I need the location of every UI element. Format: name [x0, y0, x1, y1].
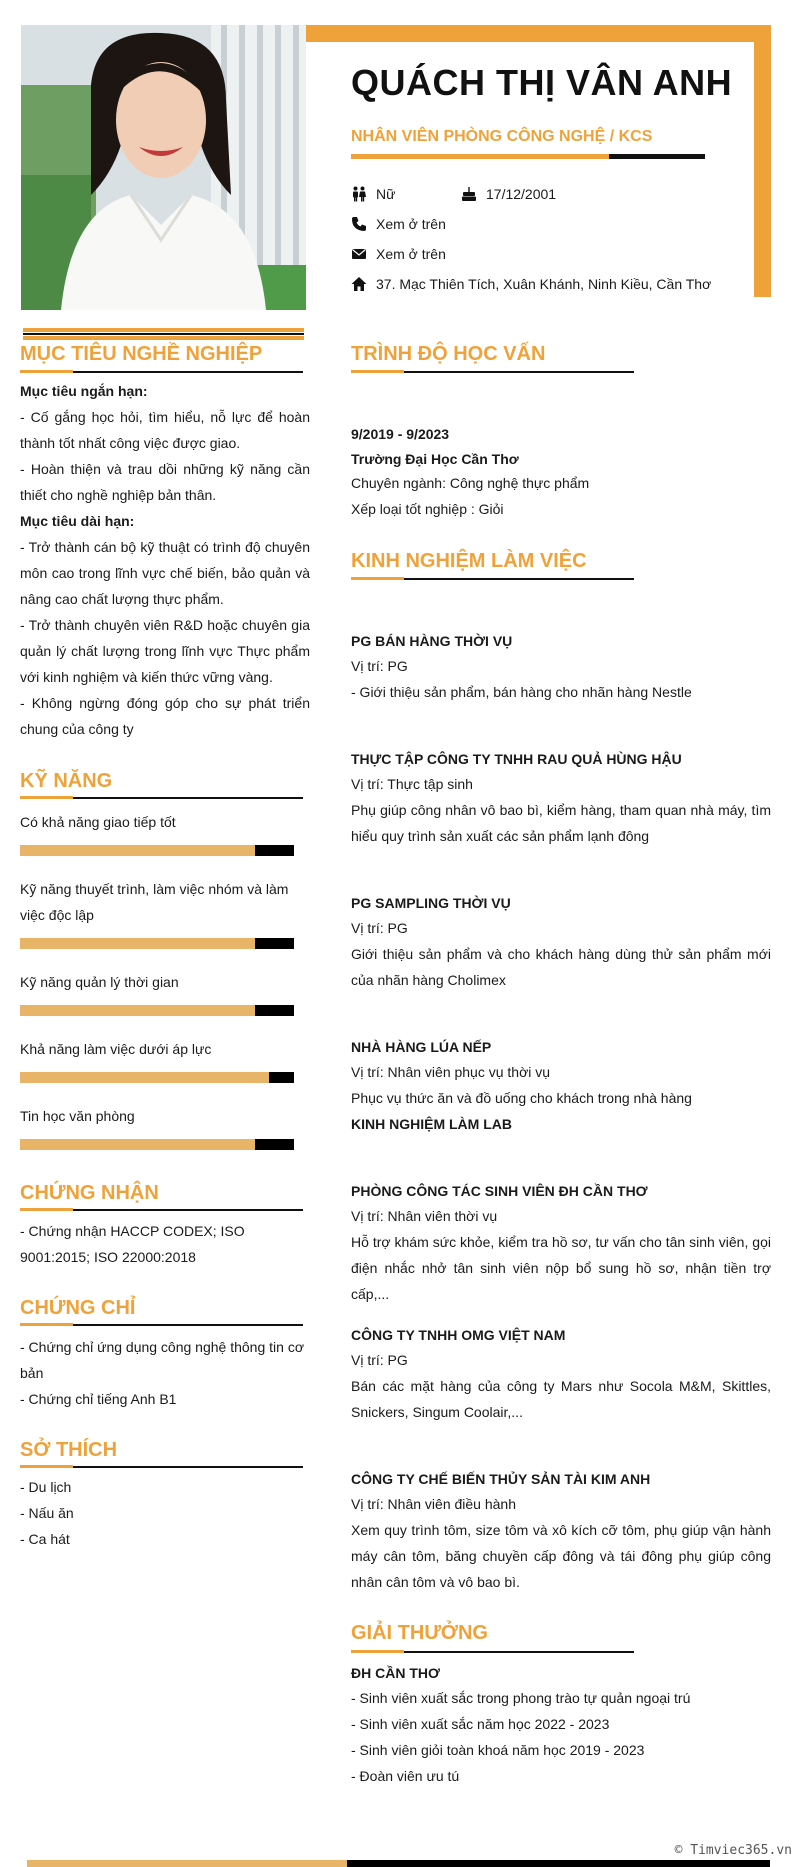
job-2-company: THỰC TẬP CÔNG TY TNHH RAU QUẢ HÙNG HẬU [351, 751, 682, 767]
gender-icon [351, 186, 367, 202]
certification-text: - Chứng nhận HACCP CODEX; ISO 9001:2015; ISO 22000:2018 [20, 1223, 245, 1265]
job-6-company: CÔNG TY TNHH OMG VIỆT NAM [351, 1327, 566, 1343]
job-1-company: PG BÁN HÀNG THỜI VỤ [351, 633, 513, 649]
experience-title: KINH NGHIỆM LÀM VIỆC [351, 550, 587, 572]
address-row [351, 276, 711, 292]
certificates-underline [20, 1324, 303, 1326]
skill-bar-5 [20, 1139, 294, 1150]
objective-long-2: - Trở thành chuyên viên R&D hoặc chuyên gia quản lý chất lượng trong lĩnh vực Thực phẩm với kinh nghiệm và kiến thức vững vàng. [20, 617, 310, 685]
certification-underline [20, 1209, 303, 1211]
awards-underline [351, 1651, 634, 1653]
lab-experience-label: KINH NGHIỆM LÀM LAB [351, 1116, 512, 1132]
certificates-title: CHỨNG CHỈ [20, 1297, 136, 1319]
position-underline [351, 154, 705, 159]
job-1-role: Vị trí: PG [351, 658, 408, 674]
certificate-1: - Chứng chỉ ứng dụng công nghệ thông tin cơ bản [20, 1339, 304, 1381]
job-2-role: Vị trí: Thực tập sinh [351, 776, 473, 792]
skill-name-3: Kỹ năng quản lý thời gian [20, 974, 179, 990]
job-5-company: PHÒNG CÔNG TÁC SINH VIÊN ĐH CẦN THƠ [351, 1183, 648, 1199]
skill-name-2: Kỹ năng thuyết trình, làm việc nhóm và làm việc độc lập [20, 881, 289, 923]
hobby-3: - Ca hát [20, 1531, 70, 1547]
objective-long-3: - Không ngừng đóng góp cho sự phát triển chung của công ty [20, 695, 310, 737]
footer-bar [27, 1860, 770, 1867]
email-row [351, 246, 446, 262]
email-value: Xem ở trên [376, 246, 446, 262]
hobbies-title: SỞ THÍCH [20, 1439, 118, 1461]
birthday-row [461, 186, 556, 202]
profile-photo [21, 25, 306, 310]
experience-underline [351, 578, 634, 580]
education-school: Trường Đại Học Cần Thơ [351, 451, 519, 467]
skills-underline [20, 797, 303, 799]
objective-short-1: - Cố gắng học hỏi, tìm hiểu, nỗ lực để hoàn thành tốt nhất công việc được giao. [20, 409, 310, 451]
job-position: NHÂN VIÊN PHÒNG CÔNG NGHỆ / KCS [351, 128, 653, 145]
job-3-desc: Giới thiệu sản phẩm và cho khách hàng dùng thử sản phẩm mới của nhãn hàng Cholimex [351, 946, 771, 988]
candidate-name: QUÁCH THỊ VÂN ANH [351, 62, 733, 103]
skill-bar-1 [20, 845, 294, 856]
skill-name-5: Tin học văn phòng [20, 1108, 135, 1124]
birthday-value: 17/12/2001 [486, 186, 557, 202]
job-6-desc: Bán các mặt hàng của công ty Mars như Socola M&M, Skittles, Snickers, Singum Coolair,... [351, 1378, 771, 1420]
skill-bar-3 [20, 1005, 294, 1016]
job-5-role: Vị trí: Nhân viên thời vụ [351, 1208, 498, 1224]
hobby-2: - Nấu ăn [20, 1505, 74, 1521]
job-3-role: Vị trí: PG [351, 920, 408, 936]
job-6-role: Vị trí: PG [351, 1352, 408, 1368]
award-3: - Sinh viên giỏi toàn khoá năm học 2019 - 2023 [351, 1742, 645, 1758]
skills-title: KỸ NĂNG [20, 770, 113, 792]
objective-title: MỤC TIÊU NGHỀ NGHIỆP [20, 343, 263, 365]
left-top-decoration [23, 328, 304, 340]
objective-long-label: Mục tiêu dài hạn: [20, 513, 135, 529]
job-3-company: PG SAMPLING THỜI VỤ [351, 895, 511, 911]
job-7-desc: Xem quy trình tôm, size tôm và xô kích cỡ tôm, phụ giúp vận hành máy cân tôm, băng chuyền cấp đông và tái đông phụ giúp công nhân cân tôm và vô bao bì. [351, 1522, 771, 1590]
hobby-1: - Du lịch [20, 1479, 72, 1495]
phone-value: Xem ở trên [376, 216, 446, 232]
awards-org: ĐH CẦN THƠ [351, 1665, 440, 1681]
frame-right-bar [754, 25, 771, 297]
job-1-desc: - Giới thiệu sản phẩm, bán hàng cho nhãn hàng Nestle [351, 684, 692, 700]
job-2-desc: Phụ giúp công nhân vô bao bì, kiểm hàng, tham quan nhà máy, tìm hiểu quy trình sản xuất các sản phẩm lạnh đông [351, 802, 771, 844]
watermark: © Timviec365.vn [674, 1843, 792, 1858]
skill-name-1: Có khả năng giao tiếp tốt [20, 814, 176, 830]
job-5-desc: Hỗ trợ khám sức khỏe, kiểm tra hồ sơ, tư vấn cho tân sinh viên, gọi điện nhắc nhở tân sinh viên nộp bổ sung hồ sơ, nhận tiền trợ cấp,... [351, 1234, 771, 1302]
education-period: 9/2019 - 9/2023 [351, 426, 450, 442]
objective-long-1: - Trở thành cán bộ kỹ thuật có trình độ chuyên môn cao trong lĩnh vực chế biến, bảo quản và nâng cao chất lượng thực phẩm. [20, 539, 310, 607]
gender-row [351, 186, 395, 202]
education-underline [351, 371, 634, 373]
address-value: 37. Mạc Thiên Tích, Xuân Khánh, Ninh Kiều, Cần Thơ [376, 276, 712, 292]
frame-top-bar [306, 25, 771, 42]
job-4-role: Vị trí: Nhân viên phục vụ thời vụ [351, 1064, 551, 1080]
skill-bar-2 [20, 938, 294, 949]
job-7-role: Vị trí: Nhân viên điều hành [351, 1496, 516, 1512]
phone-icon [351, 216, 367, 232]
hobbies-underline [20, 1466, 303, 1468]
job-7-company: CÔNG TY CHẾ BIẾN THỦY SẢN TÀI KIM ANH [351, 1471, 651, 1487]
home-icon [351, 276, 367, 292]
gender-value: Nữ [376, 186, 396, 202]
skill-name-4: Khả năng làm việc dưới áp lực [20, 1041, 212, 1057]
cake-icon [461, 186, 477, 202]
award-4: - Đoàn viên ưu tú [351, 1768, 460, 1784]
education-grade: Xếp loại tốt nghiệp : Giỏi [351, 501, 504, 517]
objective-short-label: Mục tiêu ngắn hạn: [20, 383, 148, 399]
skill-bar-4 [20, 1072, 294, 1083]
envelope-icon [351, 246, 367, 262]
objective-underline [20, 371, 303, 373]
objective-short-2: - Hoàn thiện và trau dồi những kỹ năng cần thiết cho nghề nghiệp bản thân. [20, 461, 310, 503]
phone-row [351, 216, 446, 232]
education-title: TRÌNH ĐỘ HỌC VẤN [351, 343, 546, 365]
job-4-company: NHÀ HÀNG LÚA NẾP [351, 1039, 492, 1055]
certification-title: CHỨNG NHẬN [20, 1182, 159, 1204]
award-1: - Sinh viên xuất sắc trong phong trào tự quản ngoại trú [351, 1690, 691, 1706]
education-major: Chuyên ngành: Công nghệ thực phẩm [351, 475, 590, 491]
award-2: - Sinh viên xuất sắc năm học 2022 - 2023 [351, 1716, 610, 1732]
certificate-2: - Chứng chỉ tiếng Anh B1 [20, 1391, 177, 1407]
job-4-desc: Phục vụ thức ăn và đồ uống cho khách trong nhà hàng [351, 1090, 692, 1106]
awards-title: GIẢI THƯỞNG [351, 1622, 488, 1644]
